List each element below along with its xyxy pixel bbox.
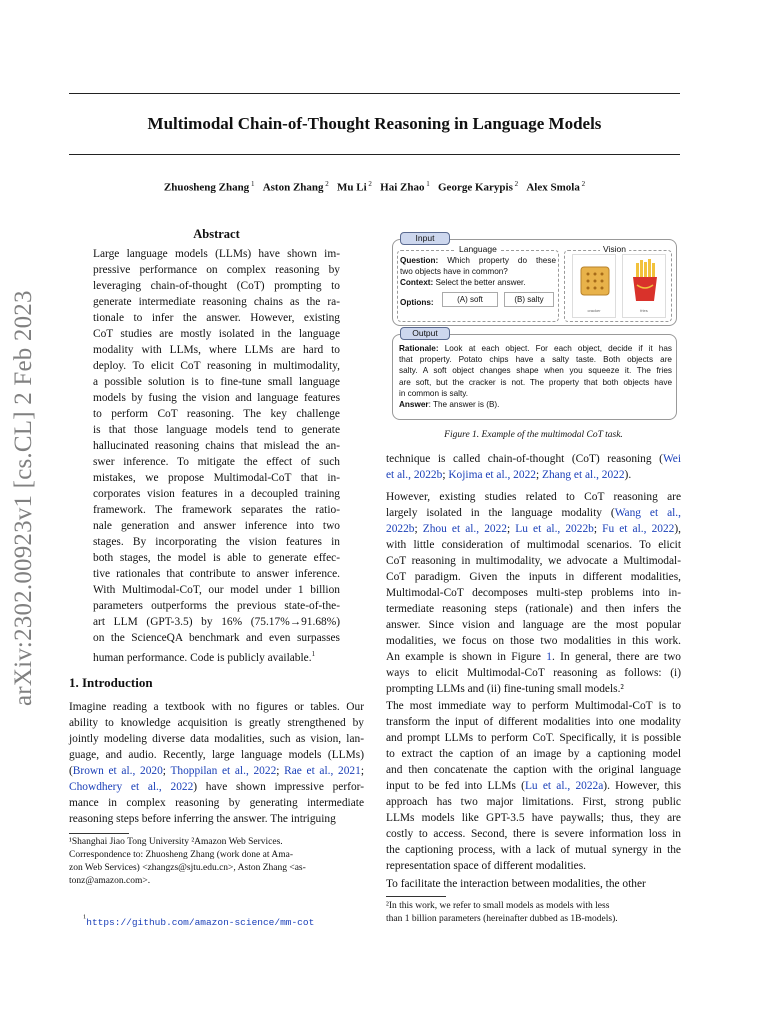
citation-link[interactable]: Kojima et al., 2022 bbox=[448, 469, 536, 481]
figure-1-caption bbox=[386, 430, 681, 440]
author-name: Zhuosheng Zhang bbox=[163, 181, 250, 194]
rationale-line: that property. Potato chips have a salty taste. Both objects are bbox=[399, 355, 672, 365]
title-bottom-rule bbox=[69, 154, 680, 155]
citation-link[interactable]: Wei bbox=[662, 453, 681, 465]
footnote-line: zon Web Services) <zhangzs@sjtu.edu.cn>, Aston Zhang <as- bbox=[69, 863, 306, 873]
right-paragraph-3 bbox=[386, 698, 681, 874]
author-affiliation-mark: 1 bbox=[249, 180, 255, 188]
introduction-body bbox=[69, 699, 364, 827]
paragraph-line: CoT paradigm. Given the inputs in different modalities, bbox=[386, 571, 681, 583]
paper-title: Multimodal Chain-of-Thought Reasoning in Language Models bbox=[147, 114, 602, 133]
abstract-line: modality with LLMs, where LLMs are hard to bbox=[93, 344, 340, 356]
author-affiliation-mark: 1 bbox=[424, 180, 430, 188]
citation-link[interactable]: 2022b bbox=[386, 523, 415, 535]
paragraph-line: representation space of different modalities. bbox=[386, 860, 586, 872]
abstract-line: nale generation and answer inference into two bbox=[93, 520, 340, 532]
abstract-line: on the ScienceQA benchmark and even surpasses bbox=[93, 632, 340, 644]
abstract-line: human performance. Code is publicly available.$^1$ bbox=[93, 650, 316, 664]
option-b-salty: (B) salty bbox=[504, 292, 554, 307]
rationale-line: Rationale: Look at each object. For each object, decide if it has bbox=[399, 344, 672, 353]
citation-link[interactable]: 1 bbox=[546, 651, 552, 663]
output-tab: Output bbox=[400, 327, 450, 340]
footnote-line: Correspondence to: Zhuosheng Zhang (work done at Ama- bbox=[69, 850, 293, 860]
rationale-line: in common is salty. bbox=[399, 388, 469, 398]
paragraph-line: approach has two major limitations. First, strong public bbox=[386, 796, 681, 808]
abstract-line: models by fusing the vision and language features bbox=[93, 392, 340, 404]
author-list bbox=[69, 180, 680, 194]
paragraph-line: CoT reasoning in multimodality, we advocate a Multimodal- bbox=[386, 555, 681, 567]
options-key: Options: bbox=[400, 298, 434, 307]
citation-link[interactable]: Brown et al., 2020 bbox=[72, 765, 163, 777]
rationale-line: salty. A soft object changes shape when you squeeze it. The fries bbox=[399, 366, 672, 376]
abstract-line: generate intermediate reasoning chains as the ra- bbox=[93, 296, 340, 308]
paragraph-line: ways to elicit Multimodal-CoT reasoning as follows: (i) bbox=[386, 667, 681, 679]
paragraph-line: termediate reasoning steps (rationale) and then infers the bbox=[386, 603, 681, 615]
abstract-line: leveraging chain-of-thought (CoT) prompting to bbox=[93, 280, 340, 292]
right-paragraph-1 bbox=[386, 451, 681, 483]
footnote-rule-left bbox=[69, 833, 129, 834]
intro-line: ability to knowledge acquisition is greatly strengthened by bbox=[69, 717, 364, 729]
citation-link[interactable]: Lu et al., 2022a bbox=[524, 780, 604, 792]
author-affiliation-mark: 2 bbox=[579, 180, 586, 188]
citation-link[interactable]: Chowdhery et al., 2022 bbox=[69, 781, 194, 793]
abstract-line: framework. The framework separates the ratio- bbox=[93, 504, 340, 516]
abstract-line: mistakes, we propose Multimodal-CoT that in- bbox=[93, 472, 340, 484]
abstract-line: hallucinated reasoning chains that mislead the an- bbox=[93, 440, 340, 452]
paragraph-line: input to be fed into LLMs (Lu et al., 2022a). However, this bbox=[386, 780, 681, 792]
cracker-caption: cracker bbox=[587, 308, 601, 313]
author-affiliation-mark: 2 bbox=[366, 180, 372, 188]
footnote-line: ²In this work, we refer to small models as models with less bbox=[386, 901, 610, 911]
affiliation-footnote bbox=[69, 836, 364, 888]
paragraph-line: However, existing studies related to CoT reasoning are bbox=[386, 491, 681, 503]
code-url-footnote bbox=[83, 912, 314, 930]
author-name: Mu Li bbox=[337, 181, 367, 194]
intro-line: reasoning steps before inferring the answer. The intriguing bbox=[69, 813, 336, 825]
abstract-line: art LLM (GPT-3.5) by 16% (75.17%→91.68%) bbox=[93, 616, 340, 628]
abstract-line: swer inference. To mitigate the effect of such bbox=[93, 456, 340, 468]
abstract-line: a possible solution is to fine-tune small language bbox=[93, 376, 340, 388]
abstract-line: corporates vision features in a decoupled training bbox=[93, 488, 340, 500]
abstract-heading: Abstract bbox=[193, 227, 240, 241]
footnote-line: tonz@amazon.com>. bbox=[69, 876, 151, 886]
abstract-line: parameters outperforms the previous state-of-the- bbox=[93, 600, 340, 612]
answer-line: Answer: The answer is (B). bbox=[399, 400, 500, 410]
model-size-footnote bbox=[386, 900, 681, 926]
context-text: Select the better answer. bbox=[435, 278, 526, 288]
citation-link[interactable]: Wang et al., bbox=[614, 507, 681, 519]
abstract-line: tive rationales that contribute to answer inference. bbox=[93, 568, 340, 580]
intro-line: jointly modeling diverse data modalities, such as vision, lan- bbox=[69, 733, 364, 745]
title-top-rule bbox=[69, 93, 680, 94]
abstract-line: CoT studies are mostly isolated in the language bbox=[93, 328, 340, 340]
paragraph-line: The most immediate way to perform Multimodal-CoT is to bbox=[386, 700, 681, 712]
right-paragraph-2 bbox=[386, 489, 681, 697]
intro-line: (Brown et al., 2020; Thoppilan et al., 2022; Rae et al., 2021; bbox=[69, 765, 364, 777]
paragraph-line: technique is called chain-of-thought (CoT) reasoning (Wei bbox=[386, 453, 681, 465]
language-label: Language bbox=[456, 244, 500, 254]
question-text-cont: two objects have in common? bbox=[400, 267, 508, 277]
paragraph-line: and then concatenate the caption with the original language bbox=[386, 764, 681, 776]
footnote-rule-right bbox=[386, 896, 446, 897]
abstract-line: to perform CoT reasoning. The key challenge bbox=[93, 408, 340, 420]
paragraph-line: with little consideration of multimodal scenarios. To elicit bbox=[386, 539, 681, 551]
abstract-line: With Multimodal-CoT, our model under 1 billion bbox=[93, 584, 340, 596]
paragraph-line: the captioning process, with a lack of mutual synergy in the bbox=[386, 844, 681, 856]
citation-link[interactable]: Lu et al., 2022b bbox=[515, 523, 594, 535]
question-key: Question: bbox=[400, 256, 439, 265]
abstract-line: both stages, the model is able to generate effec- bbox=[93, 552, 340, 564]
paragraph-line: prompting LLMs and (ii) fine-tuning small models.² bbox=[386, 683, 624, 695]
abstract-line: stages. By incorporating the vision features in bbox=[93, 536, 340, 548]
citation-link[interactable]: Zhou et al., 2022 bbox=[422, 523, 508, 535]
paragraph-line: transform the input of different modalities into one modality bbox=[386, 716, 681, 728]
question-block bbox=[400, 255, 556, 289]
abstract-line: pressive performance on complex reasoning by bbox=[93, 264, 340, 276]
paragraph-line: Multimodal-CoT decomposes multi-step problems into in- bbox=[386, 587, 681, 599]
paragraph-line: modalities, we focus on those two modalities in this work. bbox=[386, 635, 681, 647]
author-affiliation-mark: 2 bbox=[323, 180, 329, 188]
intro-line: Imagine reading a textbook with no figures or tables. Our bbox=[69, 701, 364, 713]
paragraph-line: 2022b; Zhou et al., 2022; Lu et al., 2022b; Fu et al., 2022), bbox=[386, 523, 682, 535]
paragraph-line: answer. Since vision and language are the most popular bbox=[386, 619, 681, 631]
question-text: Which property do these bbox=[447, 256, 556, 265]
section-heading-introduction: 1. Introduction bbox=[69, 675, 153, 690]
paragraph-line: largely isolated in the language modality (Wang et al., bbox=[386, 507, 681, 519]
footnote-line: than 1 billion parameters (hereinafter dubbed as 1B-models). bbox=[386, 914, 618, 924]
rationale-line: are soft, but the cracker is not. The property that both objects have bbox=[399, 377, 672, 387]
vision-label: Vision bbox=[600, 244, 629, 254]
figure-1 bbox=[386, 232, 681, 432]
abstract-line: deploy. To elicit CoT reasoning in multimodality, bbox=[93, 360, 340, 372]
abstract-line: Large language models (LLMs) have shown im- bbox=[93, 248, 340, 260]
fries-caption: fries bbox=[640, 308, 648, 313]
paragraph-line: An example is shown in Figure 1. In general, there are two bbox=[386, 651, 681, 663]
right-paragraph-4 bbox=[386, 876, 681, 892]
intro-line: Chowdhery et al., 2022) have shown impressive perfor- bbox=[69, 781, 365, 793]
paragraph-line: To facilitate the interaction between modalities, the other bbox=[386, 878, 646, 890]
rationale-block bbox=[399, 343, 672, 410]
context-key: Context: bbox=[400, 278, 434, 288]
footnote-mark[interactable]: 1 bbox=[311, 650, 316, 658]
citation-link[interactable]: Fu et al., 2022 bbox=[602, 523, 675, 535]
abstract-line: tionale to infer the answer. However, existing bbox=[93, 312, 340, 324]
paragraph-line: to extract the caption of an image by a captioning model bbox=[386, 748, 681, 760]
author-name: Alex Smola bbox=[526, 181, 580, 194]
paragraph-line: LLMs models like GPT-3.5 have paywalls; thus, they are bbox=[386, 812, 681, 824]
figure-caption-text: Figure 1. Example of the multimodal CoT task. bbox=[444, 430, 623, 440]
paragraph-line: et al., 2022b; Kojima et al., 2022; Zhang et al., 2022). bbox=[386, 469, 632, 481]
intro-line: mance in complex reasoning by generating intermediate bbox=[69, 797, 364, 809]
option-a-soft: (A) soft bbox=[442, 292, 498, 307]
author-name: George Karypis bbox=[438, 181, 513, 194]
arxiv-identifier: arXiv:2302.00923v1 [cs.CL] 2 Feb 2023 bbox=[10, 290, 37, 706]
citation-link[interactable]: Thoppilan et al., 2022 bbox=[170, 765, 277, 777]
author-name: Hai Zhao bbox=[380, 181, 425, 194]
intro-line: guage, and audio. Recently, large language models (LLMs) bbox=[69, 749, 364, 761]
footnote-line: ¹Shanghai Jiao Tong University ²Amazon Web Services. bbox=[69, 837, 283, 847]
cracker-image bbox=[572, 254, 616, 318]
citation-link[interactable]: Rae et al., 2021 bbox=[284, 765, 361, 777]
paragraph-line: costly to access. Second, there is severe information loss in bbox=[386, 828, 681, 840]
paragraph-line: and prompt LLMs to perform CoT. Specifically, it is possible bbox=[386, 732, 681, 744]
abstract-body bbox=[93, 246, 340, 666]
input-tab: Input bbox=[400, 232, 450, 245]
abstract-line: is that those language models tend to generate bbox=[93, 424, 340, 436]
citation-link[interactable]: Zhang et al., 2022 bbox=[541, 469, 625, 481]
citation-link[interactable]: et al., 2022b bbox=[386, 469, 443, 481]
author-name: Aston Zhang bbox=[262, 181, 324, 194]
fries-image bbox=[622, 254, 666, 318]
rationale-key: Rationale: bbox=[399, 344, 439, 353]
footnote-mark: 1 bbox=[83, 913, 87, 921]
code-url-link[interactable]: https://github.com/amazon-science/mm-cot bbox=[86, 917, 315, 928]
author-affiliation-mark: 2 bbox=[512, 180, 519, 188]
